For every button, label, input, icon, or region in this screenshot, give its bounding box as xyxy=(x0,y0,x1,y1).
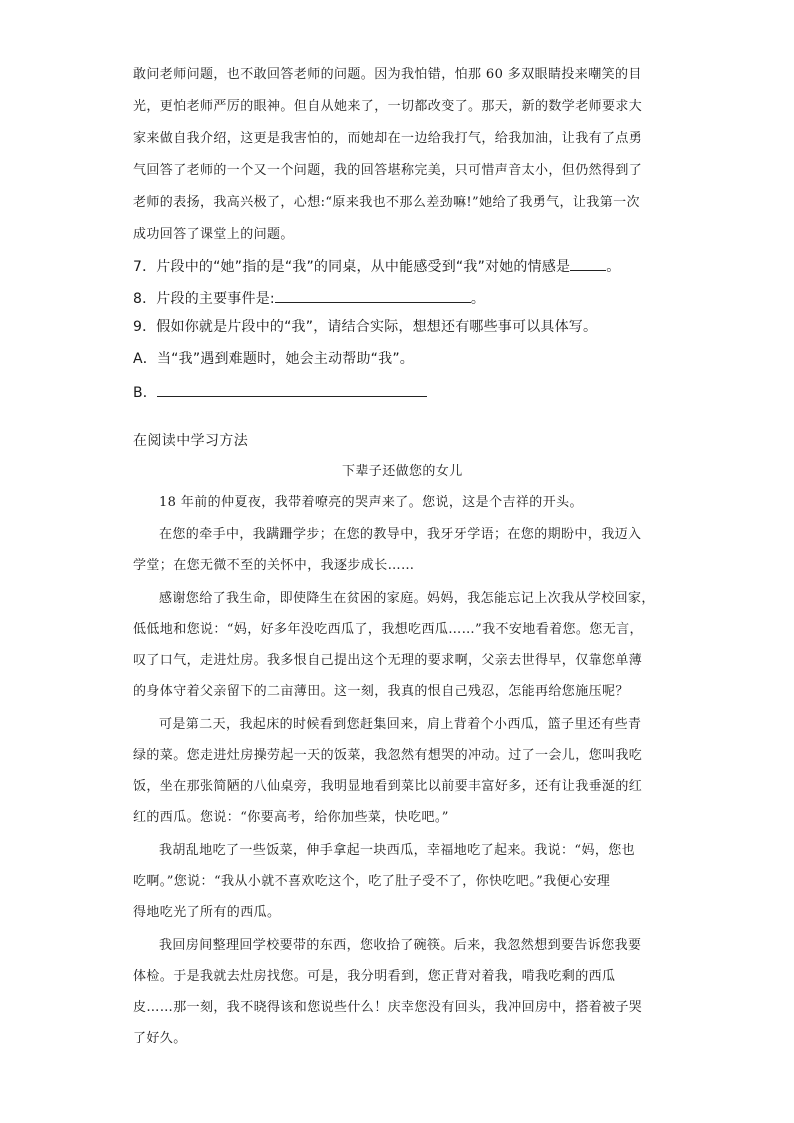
article-line: 我回房间整理回学校要带的东西，您收拾了碗筷。后来，我忽然想到要告诉您我要 xyxy=(159,938,642,953)
question-9: 9．假如你就是片段中的“我”，请结合实际，想想还有哪些事可以具体写。 xyxy=(133,319,598,335)
passage-line: 敢问老师问题，也不敢回答老师的问题。因为我怕错，怕那 60 多双眼睛投来嘲笑的目 xyxy=(133,67,642,82)
article-line: 了好久。 xyxy=(133,1031,187,1046)
article-line: 我胡乱地吃了一些饭菜，伸手拿起一块西瓜，幸福地吃了起来。我说：“妈，您也 xyxy=(159,843,636,858)
answer-blank-b[interactable] xyxy=(157,382,427,397)
option-a: A．当“我”遇到难题时，她会主动帮助“我”。 xyxy=(133,351,414,367)
question-8 xyxy=(133,288,485,308)
answer-blank-8[interactable] xyxy=(275,288,471,303)
article-line: 学堂；在您无微不至的关怀中，我逐步成长…… xyxy=(133,558,415,573)
article-line: 绿的菜。您走进灶房操劳起一天的饭菜，我忽然有想哭的冲动。过了一会儿，您叫我吃 xyxy=(133,748,643,763)
option-b xyxy=(133,382,427,402)
article-line: 在您的牵手中，我蹒跚学步；在您的教导中，我牙牙学语；在您的期盼中，我迈入 xyxy=(159,527,642,542)
passage-line: 成功回答了课堂上的问题。 xyxy=(133,227,294,242)
question-8-text: 8．片段的主要事件是: xyxy=(133,291,275,307)
article-line: 体检。于是我就去灶房找您。可是，我分明看到，您正背对着我，啃我吃剩的西瓜 xyxy=(133,969,616,984)
question-7 xyxy=(133,256,620,276)
article-line: 吃啊。”您说：“我从小就不喜欢吃这个，吃了肚子受不了，你快吃吧。”我便心安理 xyxy=(133,874,611,889)
article-line: 叹了口气，走进灶房。我多恨自己提出这个无理的要求啊，父亲去世得早，仅靠您单薄 xyxy=(133,653,643,668)
question-7-end: 。 xyxy=(606,259,621,275)
question-7-text: 7．片段中的“她”指的是“我”的同桌，从中能感受到“我”对她的情感是 xyxy=(133,259,571,275)
article-line: 饭，坐在那张简陋的八仙桌旁，我明显地看到菜比以前要丰富好多，还有让我垂涎的红 xyxy=(133,779,643,794)
question-8-end: 。 xyxy=(470,291,486,307)
article-line: 18 年前的仲夏夜，我带着嘹亮的哭声来了。您说，这是个吉祥的开头。 xyxy=(159,495,583,510)
article-line: 得地吃光了所有的西瓜。 xyxy=(133,905,281,920)
passage-line: 老师的表扬，我高兴极了，心想:“原来我也不那么差劲嘛!”她给了我勇气，让我第一次 xyxy=(133,195,640,210)
passage-line: 家来做自我介绍，这更是我害怕的，而她却在一边给我打气，给我加油，让我有了点勇 xyxy=(133,131,643,146)
article-line: 感谢您给了我生命，即使降生在贫困的家庭。妈妈，我怎能忘记上次我从学校回家， xyxy=(159,591,655,606)
article-line: 皮……那一刻，我不晓得该和您说些什么！庆幸您没有回头，我冲回房中，搭着被子哭 xyxy=(133,1000,643,1015)
article-line: 的身体守着父亲留下的二亩薄田。这一刻，我真的恨自己残忍，怎能再给您施压呢？ xyxy=(133,684,629,699)
article-line: 低低地和您说：“妈，好多年没吃西瓜了，我想吃西瓜……”我不安地看着您。您无言， xyxy=(133,622,643,637)
article-title: 下辈子还做您的女儿 xyxy=(342,464,463,479)
passage-line: 光，更怕老师严厉的眼神。但自从她来了，一切都改变了。那天，新的数学老师要求大 xyxy=(133,99,643,114)
section-heading: 在阅读中学习方法 xyxy=(133,433,249,449)
answer-blank-7[interactable] xyxy=(570,256,606,271)
article-line: 红的西瓜。您说：“你要高考，给你加些菜，快吃吧。” xyxy=(133,810,449,825)
passage-line: 气回答了老师的一个又一个问题，我的回答堪称完美，只可惜声音太小，但仍然得到了 xyxy=(133,163,643,178)
option-b-label: B． xyxy=(133,385,158,401)
article-line: 可是第二天，我起床的时候看到您赶集回来，肩上背着个小西瓜，篮子里还有些青 xyxy=(159,717,642,732)
